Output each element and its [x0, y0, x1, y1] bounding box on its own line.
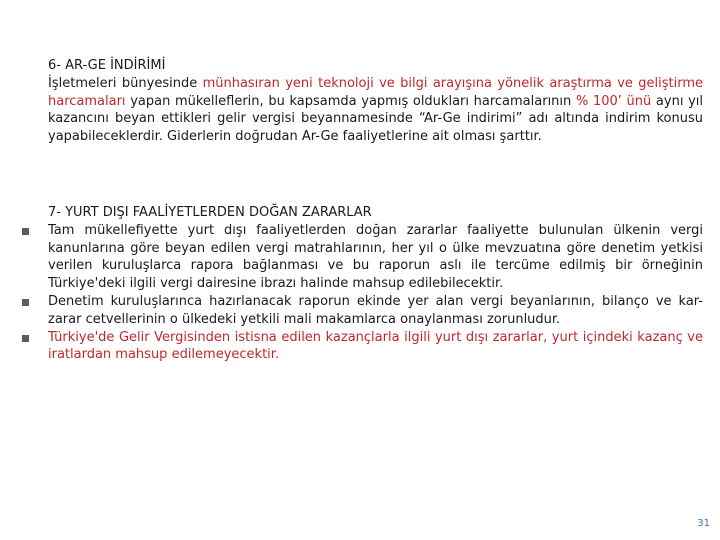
section-7-bullet-list: [48, 222, 703, 364]
list-item: [48, 293, 703, 329]
list-item-text: Denetim kuruluşlarınca hazırlanacak raporun ekinde yer alan vergi beyanlarının, bilanço ve kar-zarar cetvellerinin o ülkedeki yetkili mali makamlarca onaylanması zorunludur.: [48, 293, 703, 327]
list-item-text: Türkiye'de Gelir Vergisinden istisna edilen kazançlarla ilgili yurt dışı zararlar, yurt içindeki kazanç ve iratlardan mahsup edilemeyecektir.: [48, 329, 703, 363]
section-6-paragraph: [48, 75, 703, 146]
square-bullet-icon: [22, 335, 29, 342]
section-6-text-2: yapan mükelleflerin, bu kapsamda yapmış oldukları harcamalarının: [125, 93, 576, 109]
section-6-highlight-1: münhasıran yeni teknoloji ve bilgi arayışına yönelik araştırma ve geliştirme harcamaları: [48, 75, 703, 109]
page-number: 31: [697, 518, 710, 529]
square-bullet-icon: [22, 228, 29, 235]
square-bullet-icon: [22, 299, 29, 306]
section-6-text-1: İşletmeleri bünyesinde: [48, 75, 203, 91]
section-7-heading: 7- YURT DIŞI FAALİYETLERDEN DOĞAN ZARARLAR: [48, 205, 372, 220]
section-yurt-disi-zararlar: [48, 204, 703, 364]
section-ar-ge-indirimi: [48, 57, 703, 146]
list-item: [48, 329, 703, 365]
section-6-highlight-2: % 100’ ünü: [575, 93, 652, 109]
list-item-text: Tam mükellefiyette yurt dışı faaliyetlerden doğan zararlar faaliyette bulunulan ülkenin vergi kanunlarına göre beyan edilen vergi matrahlarının, her yıl o ülke mevzuatına göre denetim yetkisi verilen kuruluşlarca rapora bağlanması ve bu raporun aslı ile tercüme edilmiş bir örneğinin Türkiye'deki ilgili vergi dairesine ibrazı halinde mahsup edilebilecektir.: [48, 222, 703, 292]
section-6-text-3: aynı yıl kazancını beyan ettikleri gelir vergisi beyannamesinde “Ar-Ge indirimi” adı altında indirim konusu yapabileceklerdir. Giderlerin doğrudan Ar-Ge faaliyetlerine ait olması şarttır.: [48, 93, 703, 145]
section-6-heading: 6- AR-GE İNDİRİMİ: [48, 58, 166, 73]
list-item: [48, 222, 703, 293]
